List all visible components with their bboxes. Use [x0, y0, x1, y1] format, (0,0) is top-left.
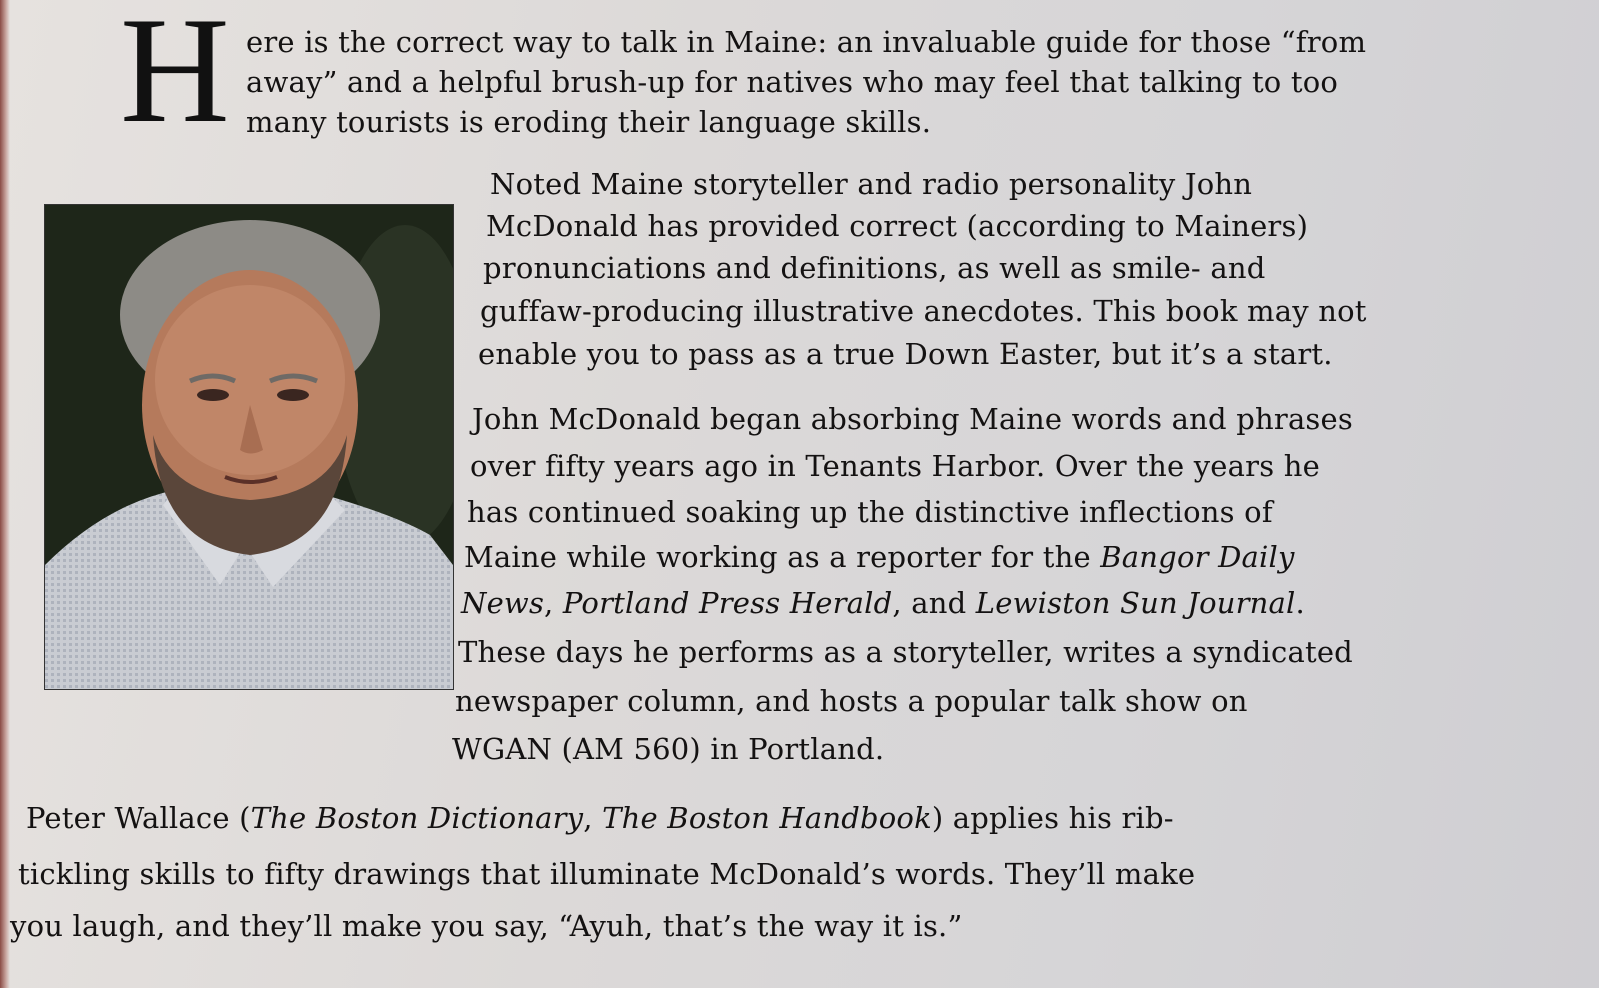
intro-line: many tourists is eroding their language skills.	[246, 105, 932, 139]
publication-title: Lewiston Sun Journal	[975, 586, 1296, 620]
drop-cap: H	[120, 0, 230, 154]
bio-line: enable you to pass as a true Down Easter, but it’s a start.	[478, 337, 1333, 371]
author-portrait-image	[45, 205, 453, 689]
book-title: The Boston Handbook	[602, 801, 932, 835]
intro-line: ere is the correct way to talk in Maine: an invaluable guide for those “from	[246, 25, 1367, 59]
bio-line: John McDonald began absorbing Maine words and phrases	[472, 402, 1353, 436]
bio-line: over fifty years ago in Tenants Harbor. Over the years he	[470, 449, 1320, 483]
page-edge	[0, 0, 10, 988]
illustrator-line	[26, 801, 1174, 835]
bio-line: has continued soaking up the distinctive inflections of	[467, 495, 1273, 529]
bio-line	[464, 540, 1295, 574]
illustrator-line: tickling skills to fifty drawings that illuminate McDonald’s words. They’ll make	[18, 857, 1196, 891]
bio-line: newspaper column, and hosts a popular talk show on	[455, 684, 1248, 718]
bio-text: ,	[544, 586, 563, 620]
publication-title: Bangor Daily	[1100, 540, 1295, 574]
bio-text: .	[1295, 586, 1305, 620]
bio-line: Noted Maine storyteller and radio personality John	[490, 167, 1253, 201]
bio-line: McDonald has provided correct (according to Mainers)	[486, 209, 1309, 243]
bio-line: WGAN (AM 560) in Portland.	[452, 732, 885, 766]
illustrator-text: ,	[583, 801, 603, 835]
illustrator-text: ) applies his rib-	[931, 801, 1174, 835]
bio-line: These days he performs as a storyteller, writes a syndicated	[458, 635, 1353, 669]
publication-title: News	[461, 586, 545, 620]
author-photo	[45, 205, 453, 689]
bio-text: , and	[892, 586, 976, 620]
bio-line: pronunciations and definitions, as well as smile- and	[483, 251, 1266, 285]
publication-title: Portland Press Herald	[562, 586, 893, 620]
bio-text: Maine while working as a reporter for the	[464, 540, 1101, 574]
intro-line: away” and a helpful brush-up for natives who may feel that talking to too	[246, 65, 1339, 99]
illustrator-line: you laugh, and they’ll make you say, “Ayuh, that’s the way it is.”	[10, 909, 963, 943]
bio-line: guffaw-producing illustrative anecdotes. This book may not	[480, 294, 1367, 328]
book-title: The Boston Dictionary	[250, 801, 584, 835]
illustrator-text: Peter Wallace (	[26, 801, 251, 835]
bio-line	[461, 586, 1305, 620]
